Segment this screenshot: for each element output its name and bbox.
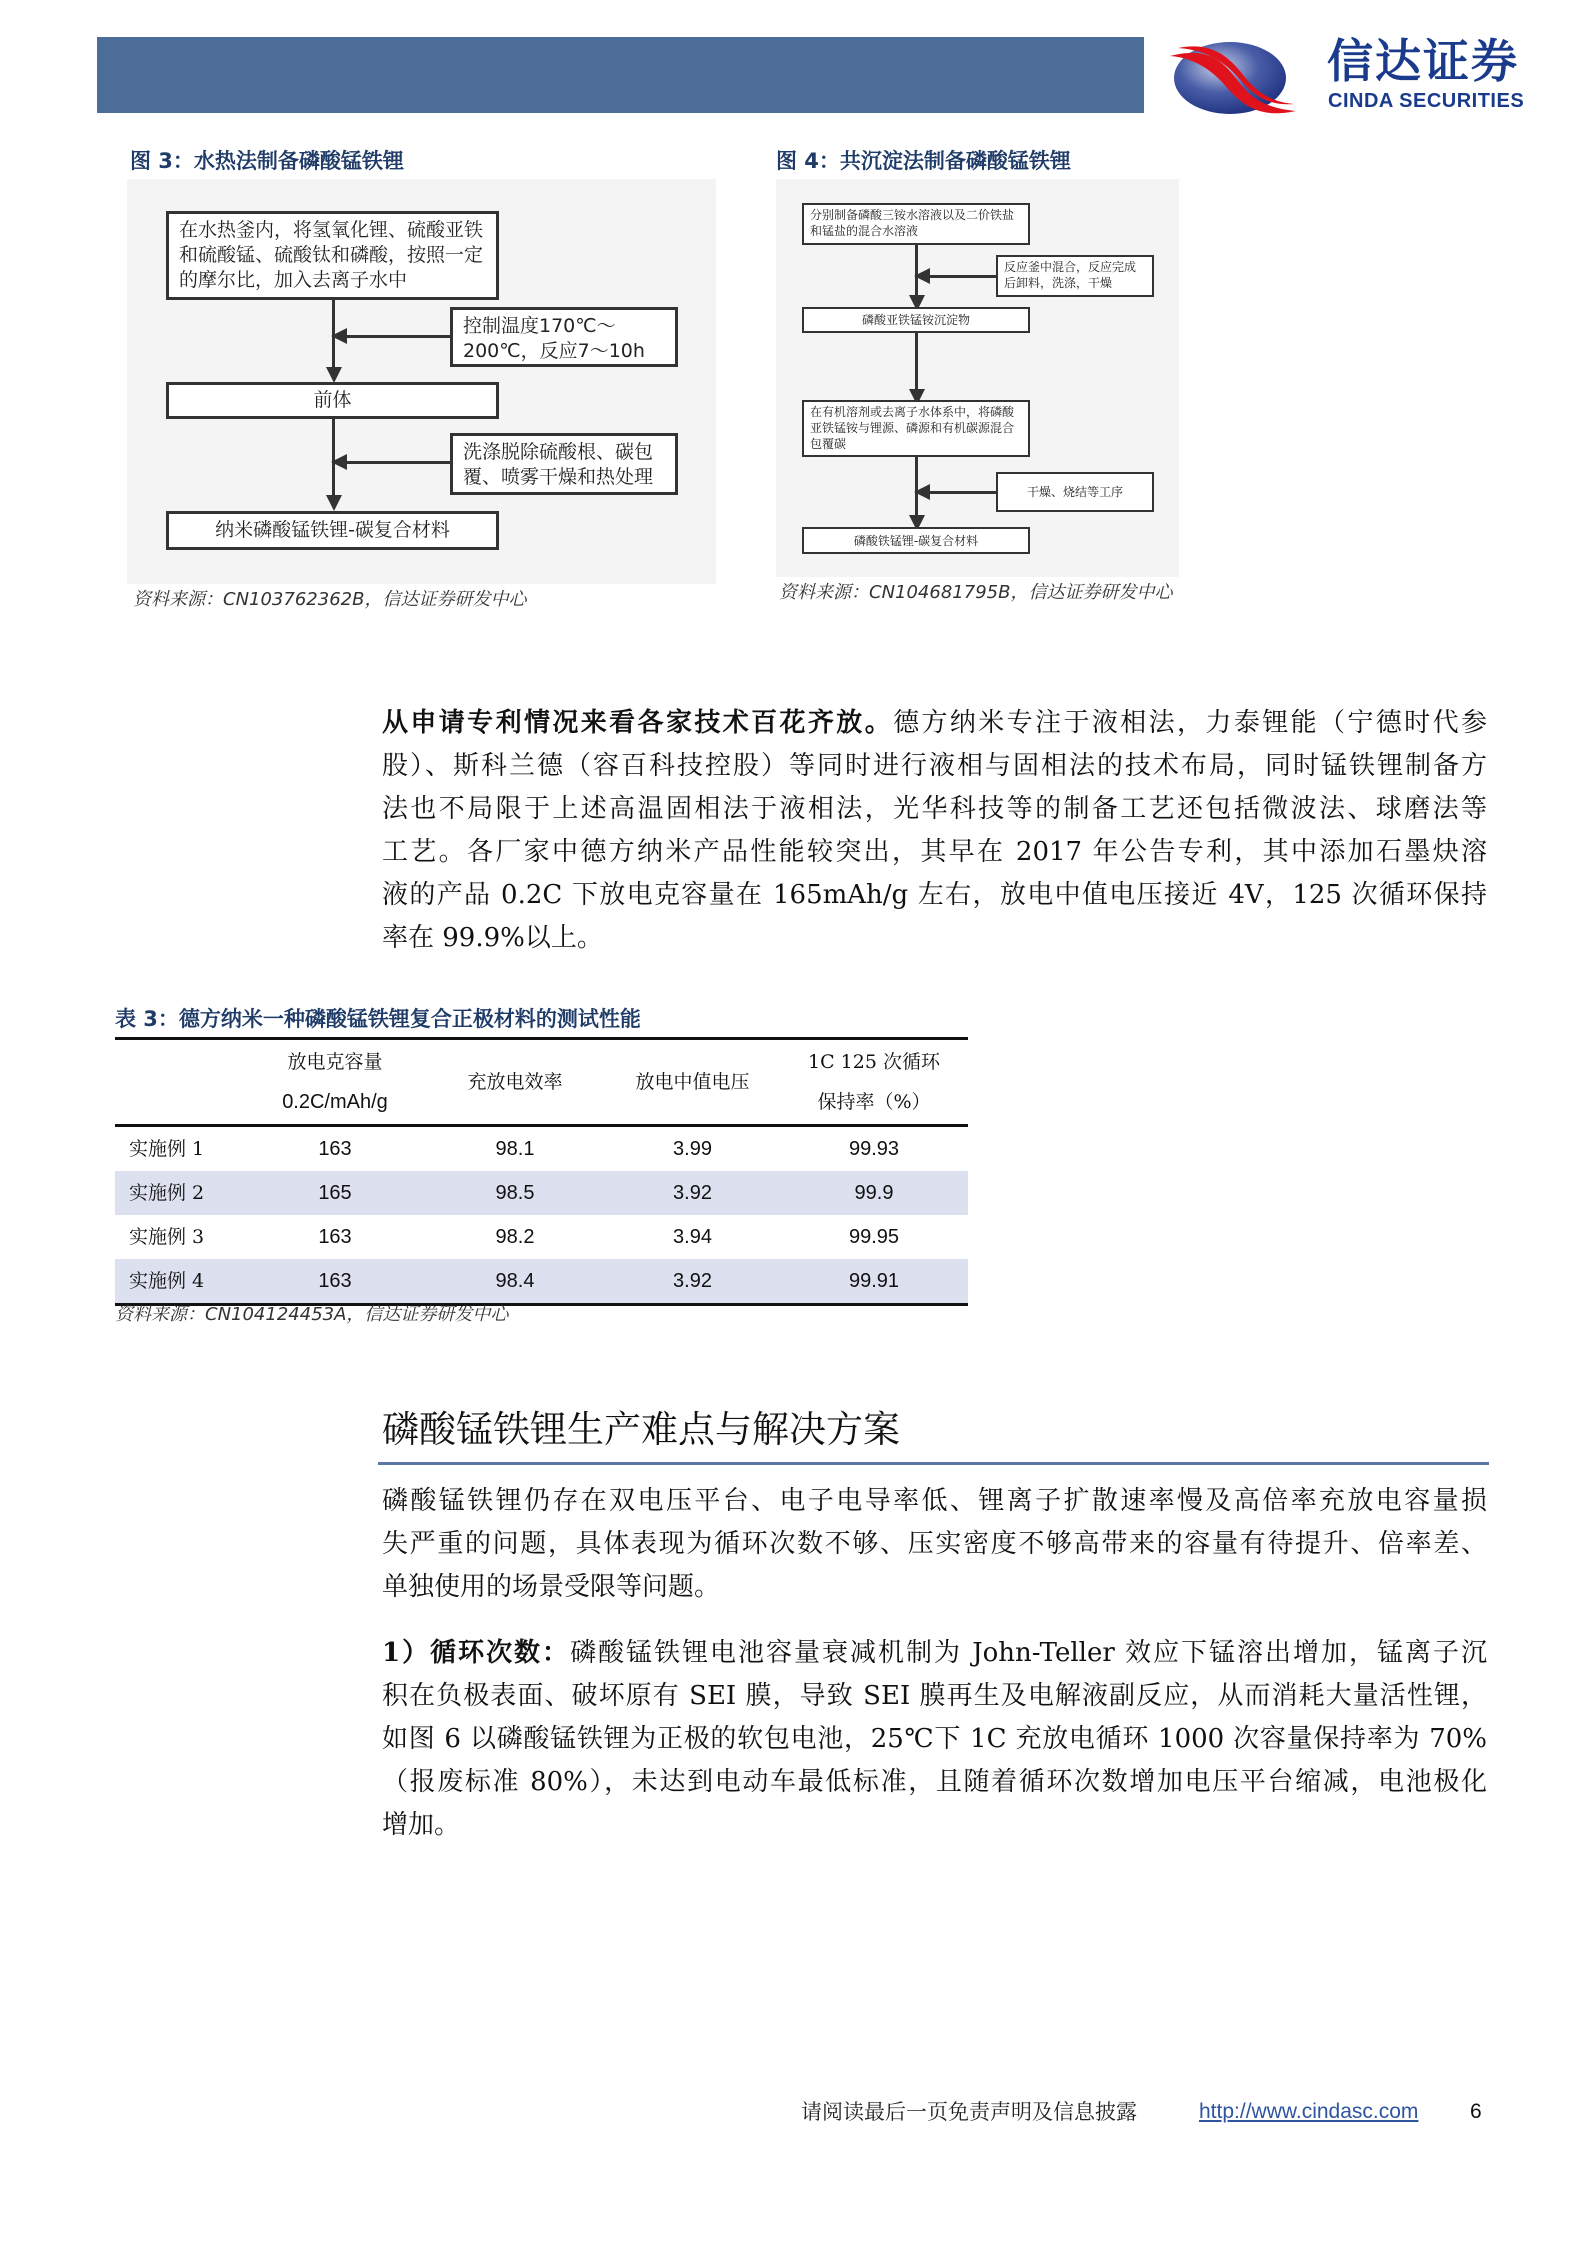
figure-4-title: 图 4：共沉淀法制备磷酸锰铁锂 — [776, 149, 1071, 173]
header-bar — [97, 37, 1144, 113]
flow-step-carbon-coating: 在有机溶剂或去离子水体系中，将磷酸亚铁锰铵与锂源、磷源和有机碳源混合包覆碳 — [802, 400, 1030, 457]
column-header-efficiency: 充放电效率 — [467, 1071, 563, 1093]
flow-condition-sintering: 干燥、烧结等工序 — [996, 472, 1154, 512]
column-header-voltage: 放电中值电压 — [635, 1071, 750, 1093]
text-line: 如图 6 以磷酸锰铁锂为正极的软包电池，25℃下 1C 充放电循环 1000 次容量保持率为 70% — [382, 1724, 1487, 1754]
figure-4-flowchart — [776, 179, 1179, 577]
text-line: 工艺。各厂家中德方纳米产品性能较突出，其早在 2017 年公告专利，其中添加石墨炔溶 — [382, 837, 1487, 867]
flow-condition-washing: 洗涤脱除硫酸根、碳包覆、喷雾干燥和热处理 — [450, 433, 678, 495]
flow-step-precursor: 前体 — [166, 382, 499, 419]
text-line: 液的产品 0.2C 下放电克容量在 165mAh/g 左右，放电中值电压接近 4V，125 次循环保持 — [382, 880, 1487, 910]
table-3-source: 资料来源：CN104124453A，信达证券研发中心 — [115, 1304, 509, 1325]
section-heading: 磷酸锰铁锂生产难点与解决方案 — [382, 1408, 900, 1451]
cell: 98.1 — [495, 1138, 535, 1160]
column-header-retention: 1C 125 次循环 保持率（%） — [808, 1051, 940, 1113]
paragraph-lead: 从申请专利情况来看各家技术百花齐放。 — [382, 708, 894, 738]
difficulties-paragraph — [382, 1480, 1487, 1609]
text-line: 单独使用的场景受限等问题。 — [382, 1572, 721, 1602]
flow-condition-reactor: 反应釜中混合，反应完成后卸料，洗涤，干燥 — [996, 255, 1154, 297]
paragraph-lead: 1）循环次数： — [382, 1638, 571, 1668]
figure-3-flowchart — [127, 179, 716, 584]
table-row — [115, 1259, 968, 1305]
table-header-row — [115, 1039, 968, 1126]
flow-step-raw-materials: 在水热釜内，将氢氧化锂、硫酸亚铁和硫酸锰、硫酸钛和磷酸，按照一定的摩尔比，加入去离子水中 — [166, 211, 499, 300]
text-line: 积在负极表面、破坏原有 SEI 膜，导致 SEI 膜再生及电解液副反应，从而消耗大量活性锂， — [382, 1681, 1487, 1711]
text-line: 失严重的问题，具体表现为循环次数不够、压实密度不够高带来的容量有待提升、倍率差、 — [382, 1529, 1487, 1559]
disclaimer-note: 请阅读最后一页免责声明及信息披露 — [801, 2100, 1137, 2124]
text-line: 德方纳米专注于液相法，力泰锂能（宁德时代参 — [893, 708, 1487, 738]
row-label: 实施例 3 — [129, 1226, 205, 1248]
cell: 163 — [318, 1270, 352, 1292]
text-line: 率在 99.9%以上。 — [382, 923, 603, 953]
cell: 3.92 — [673, 1182, 712, 1204]
cell: 165 — [318, 1182, 352, 1204]
cell: 98.2 — [495, 1226, 535, 1248]
cell: 3.99 — [673, 1138, 712, 1160]
flow-step-product: 纳米磷酸锰铁锂-碳复合材料 — [166, 511, 499, 550]
flow-step-precipitate: 磷酸亚铁锰铵沉淀物 — [802, 307, 1030, 333]
cell: 98.5 — [495, 1182, 535, 1204]
table-row — [115, 1171, 968, 1215]
text-line: 磷酸锰铁锂电池容量衰减机制为 John-Teller 效应下锰溶出增加，锰离子沉 — [570, 1638, 1487, 1668]
section-divider — [378, 1462, 1489, 1465]
figure-4-source: 资料来源：CN104681795B，信达证券研发中心 — [779, 582, 1173, 603]
text-line: 磷酸锰铁锂仍存在双电压平台、电子电导率低、锂离子扩散速率慢及高倍率充放电容量损 — [382, 1486, 1487, 1516]
row-label: 实施例 1 — [129, 1138, 205, 1160]
cell: 3.92 — [673, 1270, 712, 1292]
flow-step-product: 磷酸铁锰锂-碳复合材料 — [802, 527, 1030, 554]
row-label: 实施例 2 — [129, 1182, 205, 1204]
cell: 98.4 — [495, 1270, 535, 1292]
cell: 163 — [318, 1226, 352, 1248]
patent-overview-paragraph — [382, 702, 1487, 960]
table-row — [115, 1126, 968, 1172]
text-line: 股）、斯科兰德（容百科技控股）等同时进行液相与固相法的技术布局，同时锰铁锂制备方 — [382, 751, 1487, 781]
column-header-capacity: 放电克容量 0.2C/mAh/g — [282, 1051, 388, 1113]
table-row — [115, 1215, 968, 1259]
cycle-life-paragraph — [382, 1632, 1487, 1847]
website-link[interactable]: http://www.cindasc.com — [1199, 2100, 1419, 2123]
page-number: 6 — [1470, 2100, 1482, 2123]
flow-step-prepare-solutions: 分别制备磷酸三铵水溶液以及二价铁盐和锰盐的混合水溶液 — [802, 203, 1030, 245]
flow-condition-temperature: 控制温度170℃～200℃，反应7～10h — [450, 307, 678, 367]
cell: 3.94 — [673, 1226, 712, 1248]
logo-chinese-name: 信达证券 — [1327, 34, 1519, 88]
logo-english-name: CINDA SECURITIES — [1328, 90, 1525, 112]
table-3-title: 表 3：德方纳米一种磷酸锰铁锂复合正极材料的测试性能 — [115, 1007, 641, 1031]
figure-3-source: 资料来源：CN103762362B，信达证券研发中心 — [133, 589, 527, 610]
cell: 163 — [318, 1138, 352, 1160]
column-header — [115, 1039, 245, 1126]
cell: 99.95 — [848, 1226, 900, 1248]
text-line: （报废标准 80%），未达到电动车最低标准，且随着循环次数增加电压平台缩减，电池极化 — [382, 1767, 1487, 1797]
performance-table — [115, 1037, 968, 1306]
cell: 99.93 — [848, 1138, 900, 1160]
cinda-logo-icon — [1168, 36, 1298, 116]
text-line: 增加。 — [382, 1810, 461, 1840]
text-line: 法也不局限于上述高温固相法于液相法，光华科技等的制备工艺还包括微波法、球磨法等 — [382, 794, 1487, 824]
cell: 99.9 — [854, 1182, 894, 1204]
figure-3-title: 图 3：水热法制备磷酸锰铁锂 — [130, 149, 404, 173]
row-label: 实施例 4 — [129, 1270, 205, 1292]
cell: 99.91 — [848, 1270, 900, 1292]
